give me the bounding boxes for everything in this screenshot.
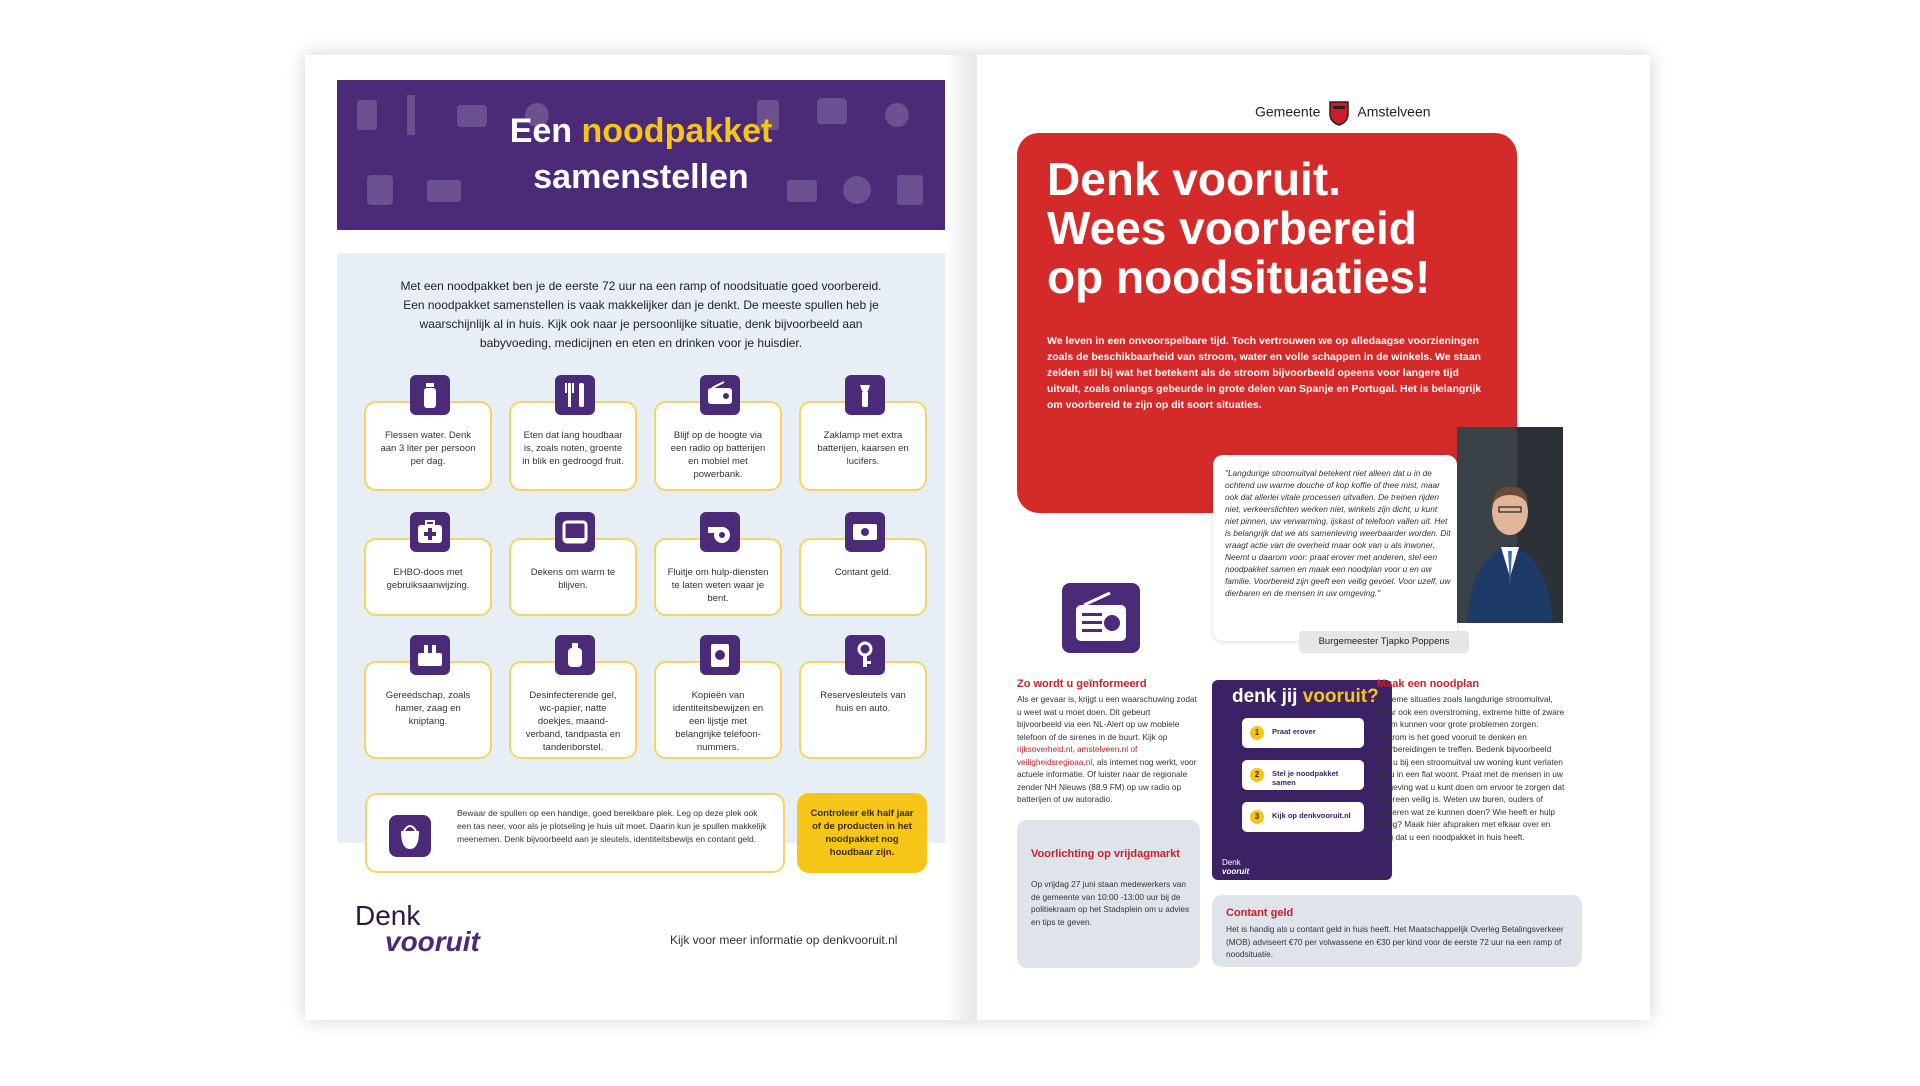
bag-icon <box>389 815 431 857</box>
radio-icon <box>1062 583 1140 653</box>
banner-pattern <box>337 80 945 230</box>
tip-box: Bewaar de spullen op een handige, goed bereikbare plek. Leg op deze plek ook een tas neer, voor als je plotseling je huis uit moet. Daarin kun je spullen makkelijk meenemen. Denk bijvoorbeeld aan je sleutels, identiteitsbewijs en contant geld. <box>365 793 785 873</box>
headline: Denk vooruit. Wees voorbereid op noodsituaties! <box>1047 153 1431 303</box>
mayor-signature: Burgemeester Tjapko Poppens <box>1299 631 1469 653</box>
water-bottle-icon <box>410 375 450 415</box>
item-card: Eten dat lang houdbaar is, zoals noten, groente in blik en gedroogd fruit. <box>509 401 637 491</box>
mayor-photo <box>1457 427 1563 623</box>
item-card: Reservesleutels van huis en auto. <box>799 661 927 759</box>
radio-icon <box>700 375 740 415</box>
item-card: Fluitje om hulp-diensten te laten weten waar je bent. <box>654 538 782 616</box>
intro-text: Met een noodpakket ben je de eerste 72 uur na een ramp of noodsituatie goed voorbereid. Een noodpakket samenstellen is vaak makkelijker dan je denkt. De meeste spullen heb je waarschijnlijk al in huis. Kijk ook naar je persoonlijke situatie, denk bijvoorbeeld aan babyvoeding, medicijnen en eten en drinken voor je huisdier. <box>400 279 882 350</box>
whistle-icon <box>700 512 740 552</box>
item-card: Dekens om warm te blijven. <box>509 538 637 616</box>
toolbox-icon <box>410 635 450 675</box>
poster-step: 3 Kijk op denkvooruit.nl <box>1242 802 1364 832</box>
brochure-spread <box>305 55 1650 1020</box>
poster-title: denk jij vooruit? <box>1232 686 1379 707</box>
info-links[interactable]: rijksoverheid.nl, amstelveen.nl of veiligheidsregioaa.nl, <box>1017 744 1138 767</box>
denk-vooruit-logo: Denk vooruit <box>355 900 480 957</box>
headline-intro: We leven in een onvoorspelbare tijd. Toch vertrouwen we op alledaagse voorzieningen zoals de beschikbaarheid van stroom, water en volle schappen in de winkels. We staan zelden stil bij wat het betekent als de stroom bijvoorbeeld opeens voor langere tijd uitvalt, zoals onlangs gebeurde in grote delen van Spanje en Portugal. Het is belangrijk om voorbereid te zijn op dit soort situaties. <box>1047 335 1482 411</box>
page-title-line2: samenstellen <box>533 158 749 196</box>
disinfectant-icon <box>555 635 595 675</box>
keys-icon <box>845 635 885 675</box>
cutlery-icon <box>555 375 595 415</box>
shield-icon <box>1328 100 1350 126</box>
item-card: Zaklamp met extra batterijen, kaarsen en lucifers. <box>799 401 927 491</box>
item-card: Kopieën van identiteitsbewijzen en een lijstje met belangrijke telefoon-nummers. <box>654 661 782 759</box>
informed-column: Zo wordt u geïnformeerd Als er gevaar is, krijgt u een waarschuwing zodat u weet wat u moet doen. Dit gebeurt bijvoorbeeld via een NL-Alert op uw mobiele telefoon of de sirenes in de buurt. Kijk op rijksoverheid.nl, amstelveen.nl of veiligheidsregioaa.nl, als internet nog werkt, voor actuele informatie. Of luister naar de regionale zender NH Nieuws (88.9 FM) op uw radio op batterijen of uw autoradio. <box>1017 678 1197 804</box>
cash-box: Contant geld Het is handig als u contant geld in huis heeft. Het Maatschappelijk Overleg Betalingsverkeer (MOB) adviseert €70 per volwassene en €30 per kind voor de eerste 72 uur na een ramp of noodsituatie. <box>1212 895 1582 967</box>
more-info-link[interactable]: Kijk voor meer informatie op denkvooruit.nl <box>670 933 898 947</box>
denk-jij-vooruit-poster <box>1212 680 1392 880</box>
poster-logo: Denk vooruit <box>1222 858 1250 876</box>
page-title-line1: Een noodpakket <box>509 112 773 150</box>
item-card: Blijf op de hoogte via een radio op batterijen en mobiel met powerbank. <box>654 401 782 491</box>
title-banner <box>337 80 945 230</box>
item-card: EHBO-doos met gebruiksaanwijzing. <box>364 538 492 616</box>
mayor-quote: "Langdurige stroomuitval betekent niet alleen dat u in de ochtend uw warme douche of kop koffie of thee mist, maar ook dat allerlei vitale processen uitvallen. De treinen rijden niet, verkeerslichten werken niet, winkels zijn dicht, u kunt niet pinnen, uw verwarming, ijskast of telefoon vallen uit. Het is belangrijk dat we als samenleving weerbaarder worden. Dit vraagt actie van de overheid maar ook van u als inwoner. Neemt u daarom voor: praat erover met anderen, stel een noodpakket samen en maak een noodplan voor u en uw familie. Voorbereid zijn geeft een veilig gevoel. Voor uzelf, uw dierbaren en de mensen in uw omgeving." <box>1213 455 1457 641</box>
checklist-panel <box>337 253 945 858</box>
flashlight-icon <box>845 375 885 415</box>
item-card: Contant geld. <box>799 538 927 616</box>
left-page <box>305 55 977 1020</box>
blanket-icon <box>555 512 595 552</box>
municipality-logo: Gemeente Amstelveen <box>1255 100 1431 126</box>
poster-step: 1 Praat erover <box>1242 718 1364 748</box>
right-page <box>977 55 1650 1020</box>
item-card: Gereedschap, zoals hamer, zaag en kniptang. <box>364 661 492 759</box>
market-box: Voorlichting op vrijdagmarkt Op vrijdag 27 juni staan medewerkers van de gemeente van 10:00 -13:00 uur bij de politiekraam op het Stadsplein om u advies en tips te geven. <box>1017 820 1200 968</box>
item-card: Flessen water. Denk aan 3 liter per persoon per dag. <box>364 401 492 491</box>
item-card: Desinfecterende gel, wc-papier, natte doekjes, maand-verband, tandpasta en tandenborstel. <box>509 661 637 759</box>
first-aid-kit-icon <box>410 512 450 552</box>
cash-icon <box>845 512 885 552</box>
documents-icon <box>700 635 740 675</box>
poster-step: 2 Stel je noodpakket samen <box>1242 760 1364 790</box>
plan-column: Maak een noodplan Extreme situaties zoals langdurige stroomuitval, maar ook een overstroming, extreme hitte of zware storm kunnen voor grote problemen zorgen. Daarom is het goed vooruit te denken en voorbereidingen te treffen. Bedenk bijvoorbeeld hoe u bij een stroomuitval uw woning kunt verlaten als u in een flat woont. Praat met de mensen in uw omgeving wat u kunt doen om ervoor te zorgen dat iedereen veilig is. Weten uw buren, ouders of kinderen wat ze kunnen doen? Wie heeft er hulp nodig? Maak hier afspraken met elkaar over en zorg dat u een noodpakket in huis heeft. <box>1377 678 1565 842</box>
check-note: Controleer elk half jaar of de producten in het noodpakket nog houdbaar zijn. <box>797 793 927 873</box>
